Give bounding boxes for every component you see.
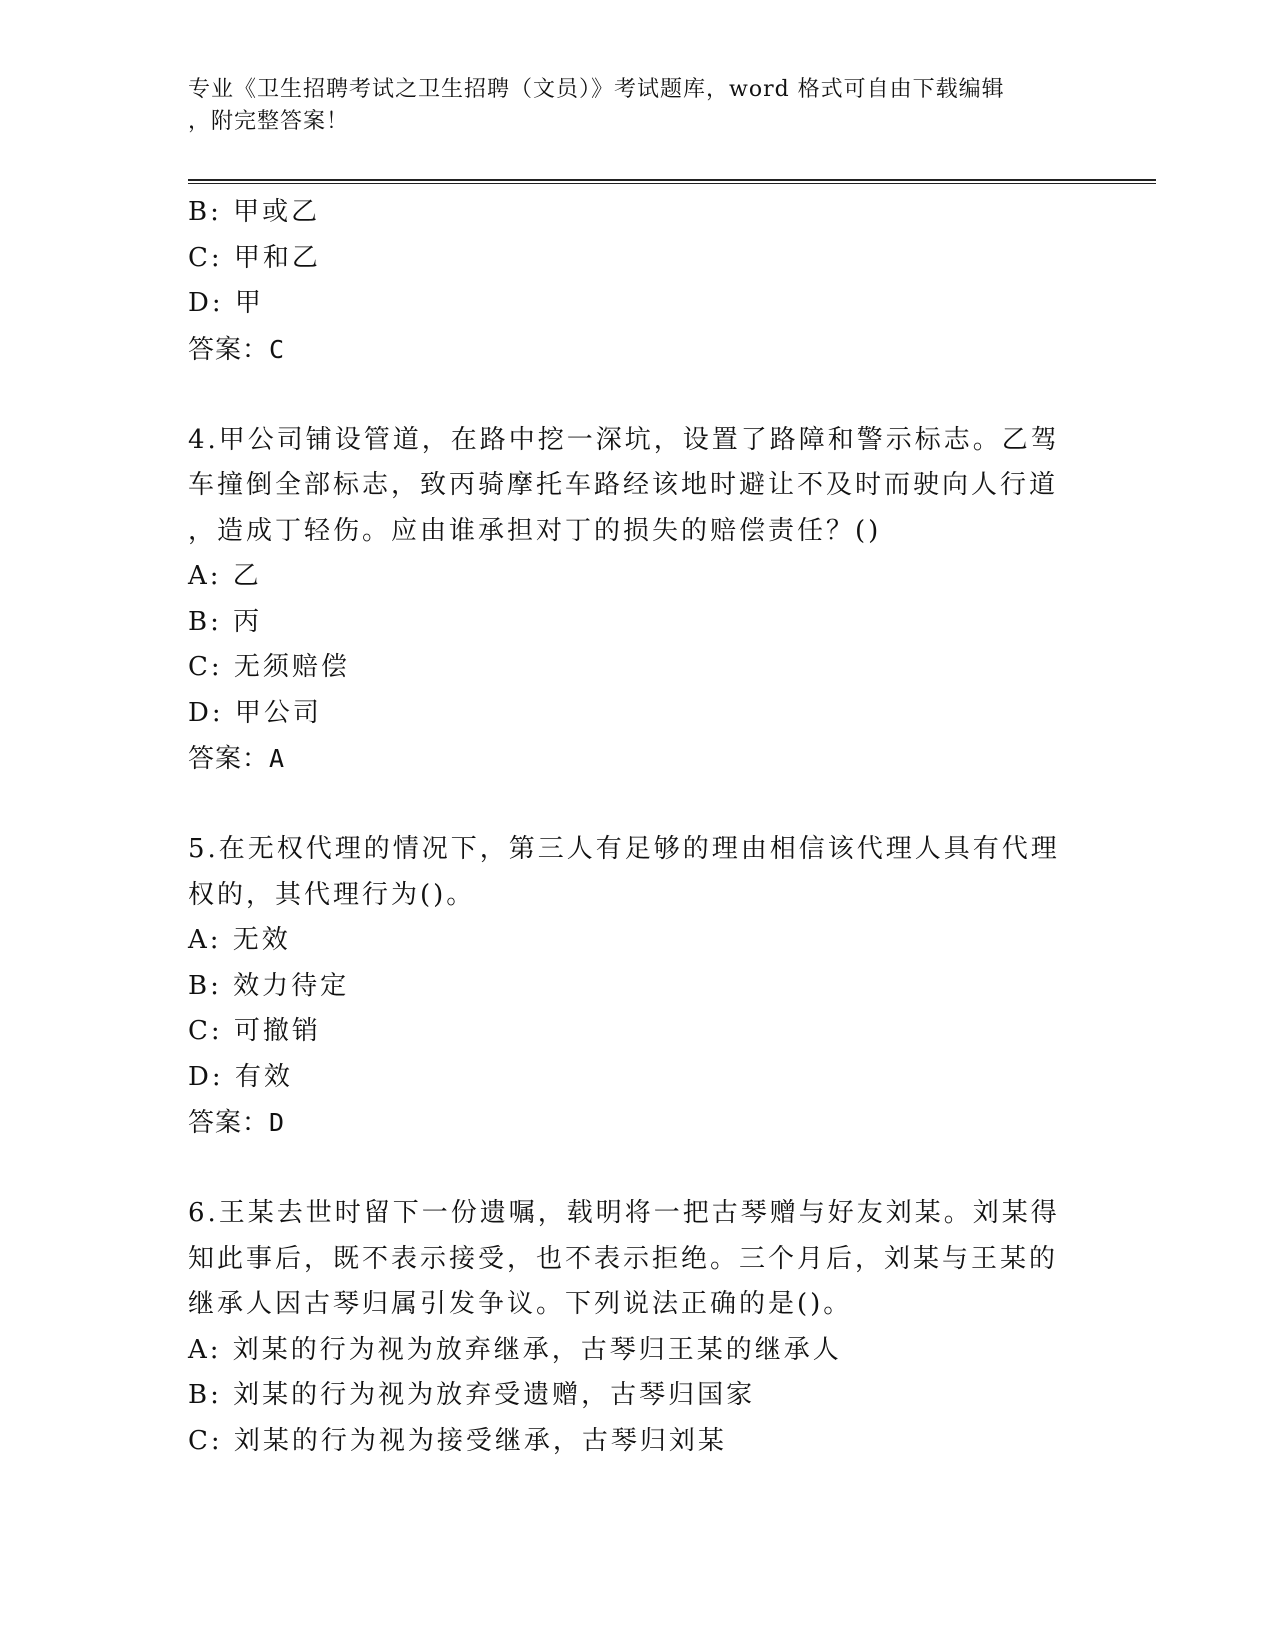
option-b: B: 丙 [188, 606, 263, 637]
option-d: D: 甲公司 [188, 697, 322, 728]
question-stem [188, 418, 1068, 555]
answer-line [188, 327, 1068, 373]
option-a: A: 无效 [188, 925, 291, 955]
option-d: D: 甲 [188, 288, 264, 318]
option-c: C: 可撤销 [188, 1016, 321, 1046]
stem-line: 继承人因古琴归属引发争议。下列说法正确的是()。 [188, 1289, 853, 1319]
question-3-tail [188, 190, 1068, 372]
answer-label: 答案： [188, 334, 270, 365]
question-stem [188, 827, 1068, 918]
option-b: B: 刘某的行为视为放弃受遗赠，古琴归国家 [188, 1380, 756, 1410]
option-c: C: 无须赔偿 [188, 652, 350, 682]
spacer [188, 1146, 1068, 1192]
stem-line: 4.甲公司铺设管道，在路中挖一深坑，设置了路障和警示标志。乙驾 [188, 424, 1060, 455]
answer-value: D [269, 1108, 286, 1137]
option-b: B: 甲或乙 [188, 197, 321, 227]
header-divider-thick [188, 179, 1156, 181]
option-b: B: 效力待定 [188, 970, 350, 1001]
header-line-1: 专业《卫生招聘考试之卫生招聘（文员）》考试题库，word 格式可自由下载编辑 [188, 77, 1005, 102]
option-a: A: 刘某的行为视为放弃继承，古琴归王某的继承人 [188, 1334, 842, 1365]
answer-line [188, 1100, 1068, 1146]
question-6 [188, 1191, 1068, 1464]
stem-line: 知此事后，既不表示接受，也不表示拒绝。三个月后，刘某与王某的 [188, 1243, 1059, 1274]
stem-line: 5.在无权代理的情况下，第三人有足够的理由相信该代理人具有代理 [188, 834, 1060, 864]
question-4 [188, 418, 1068, 782]
answer-label: 答案： [188, 1108, 270, 1138]
question-stem [188, 1191, 1068, 1328]
stem-line: 车撞倒全部标志，致丙骑摩托车路经该地时避让不及时而驶向人行道 [188, 470, 1059, 500]
stem-line: 权的，其代理行为()。 [188, 879, 476, 910]
stem-line: ，造成丁轻伤。应由谁承担对丁的损失的赔偿责任？() [188, 515, 882, 546]
header-divider-thin [188, 183, 1156, 184]
answer-line [188, 736, 1068, 782]
header-line-2: ，附完整答案！ [188, 109, 350, 134]
stem-line: 6.王某去世时留下一份遗嘱，载明将一把古琴赠与好友刘某。刘某得 [188, 1198, 1060, 1228]
answer-value: A [269, 744, 286, 773]
answer-value: C [269, 334, 286, 364]
question-5 [188, 827, 1068, 1146]
option-c: C: 甲和乙 [188, 242, 321, 273]
question-list [188, 190, 1068, 1464]
spacer [188, 782, 1068, 828]
option-d: D: 有效 [188, 1061, 293, 1092]
option-c: C: 刘某的行为视为接受继承，古琴归刘某 [188, 1425, 727, 1456]
spacer [188, 372, 1068, 418]
document-header [188, 74, 1068, 138]
option-a: A: 乙 [188, 561, 262, 591]
answer-label: 答案： [188, 744, 270, 774]
